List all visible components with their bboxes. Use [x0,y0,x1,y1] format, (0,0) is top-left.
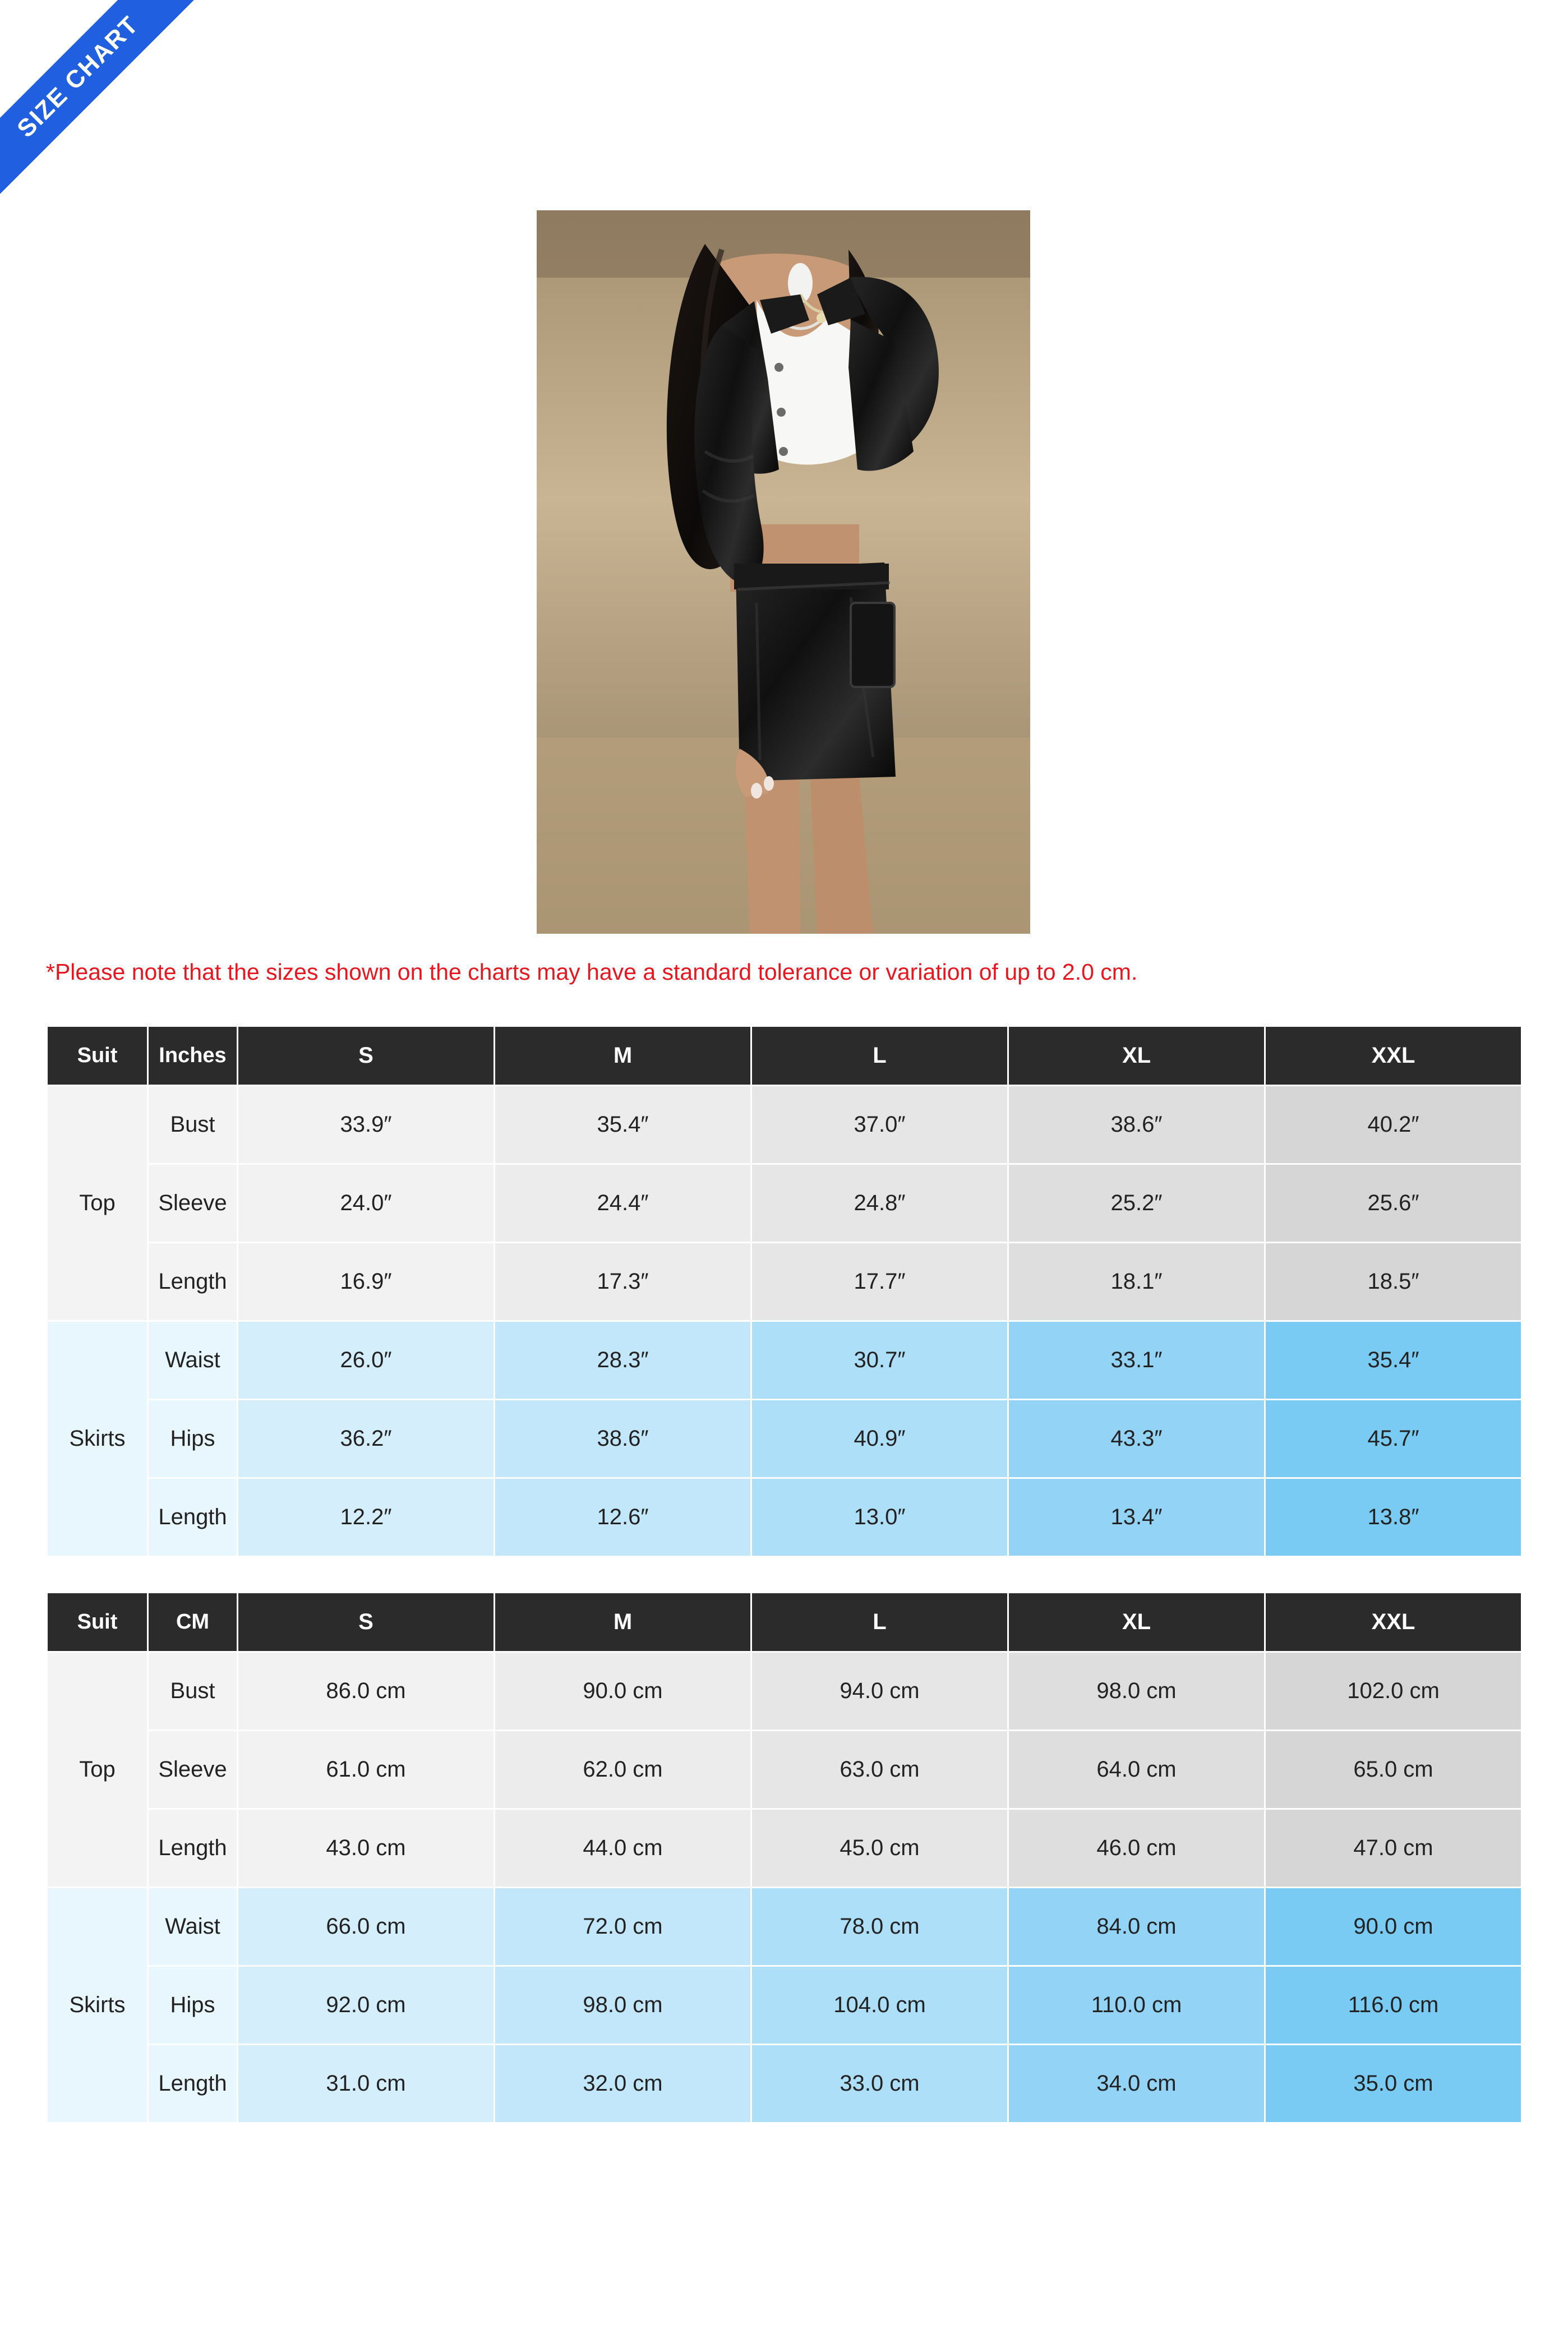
cell-value: 104.0 cm [751,1966,1008,2045]
cell-value: 16.9″ [238,1243,495,1321]
header-size-s: S [238,1026,495,1086]
table-row [47,1478,1522,1557]
cell-value: 17.7″ [751,1243,1008,1321]
cell-value: 98.0 cm [1008,1652,1265,1731]
size-chart-ribbon-label: SIZE CHART [0,0,201,200]
group-label-skirts: Skirts [47,1321,148,1557]
cell-value: 64.0 cm [1008,1731,1265,1809]
table-row [47,1400,1522,1478]
cell-value: 25.2″ [1008,1164,1265,1243]
cell-value: 98.0 cm [495,1966,751,2045]
table-row [47,1731,1522,1809]
size-chart-inches [46,1025,1523,1557]
measure-label: Waist [148,1321,238,1400]
measure-label: Length [148,1478,238,1557]
header-size-l: L [751,1593,1008,1652]
cell-value: 40.9″ [751,1400,1008,1478]
cell-value: 24.8″ [751,1164,1008,1243]
cell-value: 94.0 cm [751,1652,1008,1731]
cell-value: 24.0″ [238,1164,495,1243]
cell-value: 43.0 cm [238,1809,495,1888]
table-row [47,1321,1522,1400]
table-row [47,1652,1522,1731]
cell-value: 12.2″ [238,1478,495,1557]
cell-value: 46.0 cm [1008,1809,1265,1888]
measure-label: Length [148,1243,238,1321]
group-label-top: Top [47,1086,148,1321]
cell-value: 45.7″ [1265,1400,1522,1478]
cell-value: 32.0 cm [495,2045,751,2123]
cell-value: 38.6″ [495,1400,751,1478]
cell-value: 86.0 cm [238,1652,495,1731]
header-unit: Inches [148,1026,238,1086]
header-size-m: M [495,1593,751,1652]
product-photo-illustration [537,210,1030,934]
header-size-s: S [238,1593,495,1652]
cell-value: 12.6″ [495,1478,751,1557]
cell-value: 34.0 cm [1008,2045,1265,2123]
cell-value: 24.4″ [495,1164,751,1243]
size-chart-cm [46,1592,1523,2124]
cell-value: 65.0 cm [1265,1731,1522,1809]
cell-value: 13.4″ [1008,1478,1265,1557]
cell-value: 116.0 cm [1265,1966,1522,2045]
cell-value: 30.7″ [751,1321,1008,1400]
cell-value: 36.2″ [238,1400,495,1478]
cell-value: 26.0″ [238,1321,495,1400]
cell-value: 78.0 cm [751,1888,1008,1966]
cell-value: 31.0 cm [238,2045,495,2123]
cell-value: 72.0 cm [495,1888,751,1966]
cell-value: 33.1″ [1008,1321,1265,1400]
cell-value: 92.0 cm [238,1966,495,2045]
cell-value: 62.0 cm [495,1731,751,1809]
header-size-xl: XL [1008,1026,1265,1086]
cell-value: 18.5″ [1265,1243,1522,1321]
cell-value: 84.0 cm [1008,1888,1265,1966]
measure-label: Bust [148,1652,238,1731]
cell-value: 18.1″ [1008,1243,1265,1321]
cell-value: 28.3″ [495,1321,751,1400]
cell-value: 37.0″ [751,1086,1008,1164]
measure-label: Sleeve [148,1164,238,1243]
measure-label: Length [148,1809,238,1888]
measure-label: Sleeve [148,1731,238,1809]
cell-value: 90.0 cm [1265,1888,1522,1966]
cell-value: 33.9″ [238,1086,495,1164]
measure-label: Bust [148,1086,238,1164]
cell-value: 13.8″ [1265,1478,1522,1557]
cell-value: 40.2″ [1265,1086,1522,1164]
cell-value: 35.4″ [1265,1321,1522,1400]
measure-label: Length [148,2045,238,2123]
cell-value: 33.0 cm [751,2045,1008,2123]
cell-value: 44.0 cm [495,1809,751,1888]
cell-value: 43.3″ [1008,1400,1265,1478]
cell-value: 17.3″ [495,1243,751,1321]
cell-value: 66.0 cm [238,1888,495,1966]
group-label-skirts: Skirts [47,1888,148,2123]
table-row [47,2045,1522,2123]
product-image [537,210,1030,934]
size-chart-ribbon [0,0,224,224]
header-suit: Suit [47,1593,148,1652]
cell-value: 38.6″ [1008,1086,1265,1164]
header-size-m: M [495,1026,751,1086]
header-size-xl: XL [1008,1593,1265,1652]
cell-value: 61.0 cm [238,1731,495,1809]
measure-label: Waist [148,1888,238,1966]
table-header-row [47,1593,1522,1652]
header-size-l: L [751,1026,1008,1086]
cell-value: 102.0 cm [1265,1652,1522,1731]
header-unit: CM [148,1593,238,1652]
table-row [47,1966,1522,2045]
header-size-xxl: XXL [1265,1026,1522,1086]
table-header-row [47,1026,1522,1086]
cell-value: 35.0 cm [1265,2045,1522,2123]
cell-value: 90.0 cm [495,1652,751,1731]
table-row [47,1086,1522,1164]
cell-value: 47.0 cm [1265,1809,1522,1888]
cell-value: 13.0″ [751,1478,1008,1557]
cell-value: 35.4″ [495,1086,751,1164]
table-row [47,1888,1522,1966]
measure-label: Hips [148,1966,238,2045]
group-label-top: Top [47,1652,148,1888]
cell-value: 63.0 cm [751,1731,1008,1809]
header-suit: Suit [47,1026,148,1086]
table-row [47,1243,1522,1321]
measure-label: Hips [148,1400,238,1478]
cell-value: 25.6″ [1265,1164,1522,1243]
cell-value: 110.0 cm [1008,1966,1265,2045]
header-size-xxl: XXL [1265,1593,1522,1652]
tolerance-note: *Please note that the sizes shown on the charts may have a standard tolerance or variation of up to 2.0 cm. [46,959,1138,985]
cell-value: 45.0 cm [751,1809,1008,1888]
table-row [47,1809,1522,1888]
table-row [47,1164,1522,1243]
